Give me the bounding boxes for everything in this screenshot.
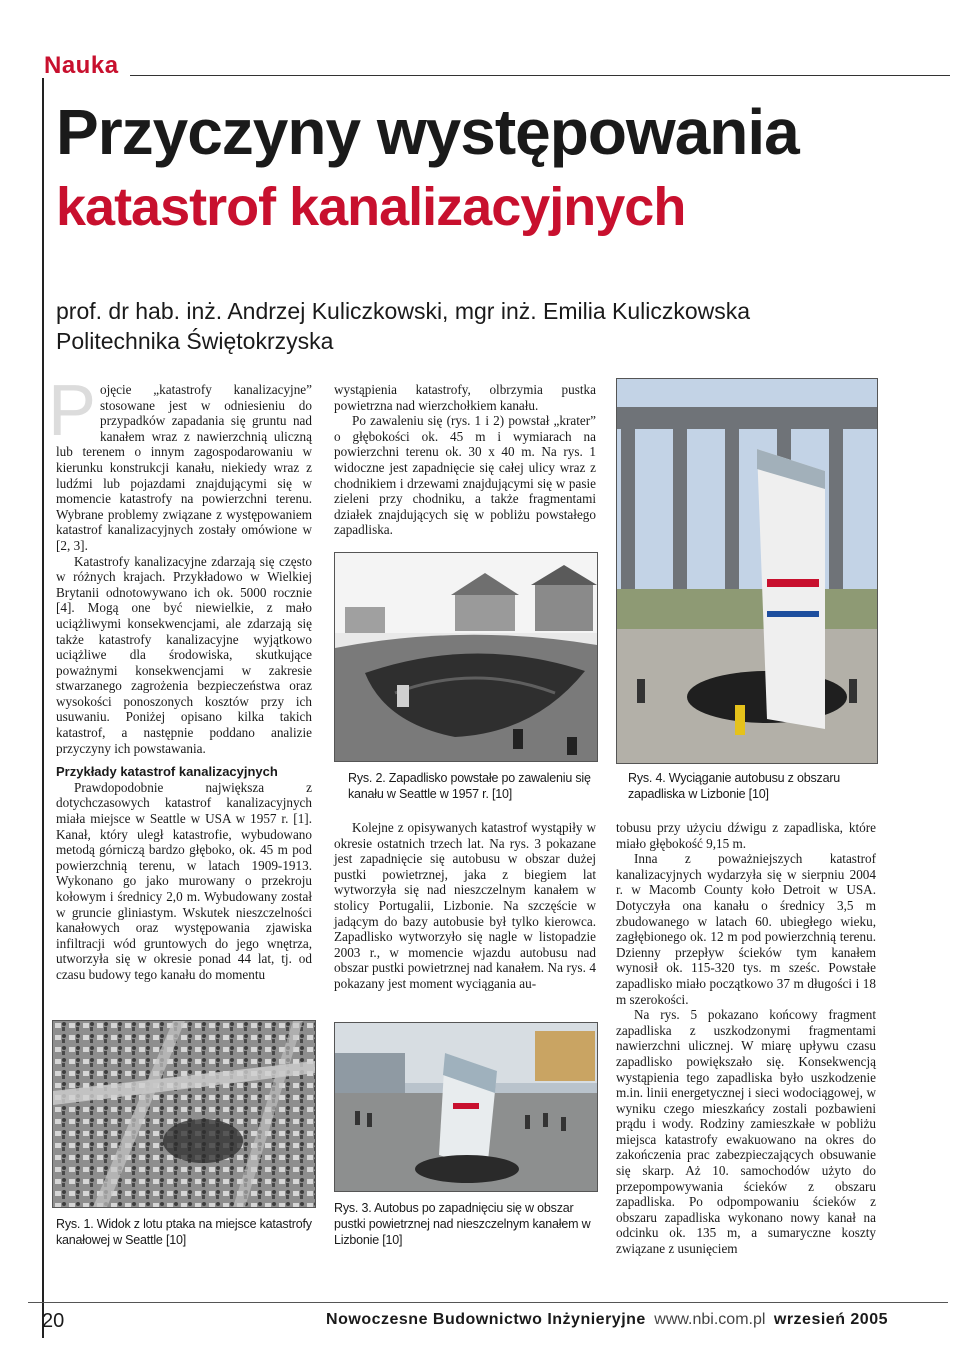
footer-magazine bbox=[326, 1311, 888, 1329]
paragraph: Kolejne z opisywanych katastrof wystąpiły w okresie ostatnich trzech lat. Na rys. 3 pokazane jest zapadnięcie się autobusu w obszar dużej pustki powietrznej, jaka z biegiem lat wytworzyła się nad nieszczelnym kanałem w stolicy Portugalii, Lizbonie. Na szczęście w jadącym do bazy autobusie był tylko kierowca. Zapadlisko wytworzyło się nagle w listopadzie 2003 r., w momencie wjazdu autobusu nad obszar pustki powietrznej nad kanałem. Na rys. 4 pokazany jest moment wyciągania au- bbox=[334, 820, 596, 991]
text-column-1 bbox=[48, 371, 312, 983]
figure-1-aerial-photo bbox=[52, 1020, 316, 1208]
figure-4-lifting-photo bbox=[616, 378, 878, 764]
text-column-2-top bbox=[334, 382, 596, 538]
authors-block bbox=[56, 296, 876, 356]
bus-photo-graphic bbox=[335, 1023, 597, 1191]
figure-2-caption: Rys. 2. Zapadlisko powstałe po zawaleniu się kanału w Seattle w 1957 r. [10] bbox=[348, 771, 591, 801]
section-label: Nauka bbox=[44, 52, 119, 79]
page-number: 20 bbox=[42, 1310, 65, 1332]
author-affiliation: Politechnika Świętokrzyska bbox=[56, 328, 334, 354]
section-heading: Przykłady katastrof kanalizacyjnych bbox=[56, 764, 278, 780]
paragraph: Katastrofy kanalizacyjne zdarzają się często w różnych krajach. Przykładowo w Wielkiej Brytanii odnotowywano ich ok. 5000 rocznie [4]. Mogą one być niewielkie, z mało uciążliwymi konsekwencjami, ale zdarzają się także katastrofy kanalizacyjne wyjątkowo uciążliwe dla środowiska, skutkujące poważnymi konsekwencjami w zakresie stwarzanego zagrożenia bezpieczeństwa oraz wysokości ponoszonych kosztów przy ich usuwaniu. Poniżej opisano kilka takich katastrof, a następnie poddano analizie przyczyny ich powstawania. bbox=[56, 553, 312, 756]
crater-photo-graphic bbox=[335, 553, 597, 761]
section-rule bbox=[130, 75, 950, 76]
author-names: prof. dr hab. inż. Andrzej Kuliczkowski, mgr inż. Emilia Kuliczkowska bbox=[56, 298, 751, 324]
left-margin-rule bbox=[42, 78, 44, 1338]
paragraph: Inna z poważniejszych katastrof kanalizacyjnych wydarzyła się w sierpniu 2004 r. w Macomb County koło Detroit w USA. Dotyczyła ona kanału o średnicy 3,5 m zbudowanego w latach 60. ubiegłego wieku, zagłębionego ok. 12 m pod powierzchnią terenu. Dzienny przepływ ścieków tym kanałem wynosił ok. 115-320 tys. m sześc. Powstałe zapadlisko miało początkowo 37 m długości i 18 m szerokości. bbox=[616, 851, 876, 1007]
issue-date: wrzesień 2005 bbox=[773, 1311, 888, 1328]
drop-cap: P bbox=[48, 371, 97, 451]
article-title-line2: katastrof kanalizacyjnych bbox=[56, 177, 686, 237]
text-column-3 bbox=[616, 820, 876, 1257]
text-column-2-middle bbox=[334, 820, 596, 992]
paragraph: Prawdopodobnie największa z dotychczasowych katastrof kanalizacyjnych miała miejsce w Seattle w USA w 1957 r. [1]. Kanał, który uległ katastrofie, wybudowano metodą górniczą bardzo głęboko, ok. 45 m pod powierzchnią terenu, w latach 1909-1913. Wykonano go jako murowany o przekroju kołowym i średnicy 2,0 m. Wybudowany został w gruncie gliniastym. Wskutek nieszczelności kanałowych oraz występowania zjawiska infiltracji wód gruntowych do jego wnętrza, utworzyła się w okresie ponad 44 lat, tj. od czasu budowy tego kanału do momentu bbox=[56, 779, 312, 982]
paragraph: Pojęcie „katastrofy kanalizacyjne” stosowane jest w odniesieniu do przypadków zapadania się gruntu nad kanałem wraz z nawierzchnią uliczną lub terenem o innym zagospodarowaniu w kierunku konstrukcji kanału, niekiedy wraz z ludźmi lub pojazdami znajdującymi się w momencie katastrofy na powierzchni terenu. Wybrane problemy związane z występowaniem katastrof kanalizacyjnych zostały omówione w [2, 3]. bbox=[48, 371, 312, 553]
lifting-photo-graphic bbox=[617, 379, 877, 763]
paragraph: wystąpienia katastrofy, olbrzymia pustka powietrzna nad wierzchołkiem kanału. bbox=[334, 382, 596, 413]
figure-3-bus-photo bbox=[334, 1022, 598, 1192]
magazine-title: Nowoczesne Budownictwo Inżynieryjne bbox=[326, 1311, 646, 1328]
magazine-url[interactable]: www.nbi.com.pl bbox=[654, 1311, 766, 1328]
figure-1-caption: Rys. 1. Widok z lotu ptaka na miejsce katastrofy kanałowej w Seattle [10] bbox=[56, 1217, 312, 1247]
figure-4-caption: Rys. 4. Wyciąganie autobusu z obszaru zapadliska w Lizbonie [10] bbox=[628, 771, 841, 801]
paragraph: Po zawaleniu się (rys. 1 i 2) powstał „krater” o głębokości ok. 45 m i wymiarach na powierzchni terenu ok. 30 x 40 m. Na rys. 1 widoczne jest zapadnięcie się całej ulicy wraz z chodnikiem i drzewami znajdującymi się w pasie zieleni przy chodniku, a także fragmentami działek znajdujących się w pobliżu powstałego zapadliska. bbox=[334, 413, 596, 538]
paragraph: tobusu przy użyciu dźwigu z zapadliska, które miało głębokość 9,15 m. bbox=[616, 820, 876, 851]
footer-rule bbox=[28, 1302, 948, 1303]
figure-2-crater-photo bbox=[334, 552, 598, 762]
aerial-photo-graphic bbox=[53, 1021, 315, 1207]
article-title-line1: Przyczyny występowania bbox=[56, 96, 799, 168]
paragraph: Na rys. 5 pokazano końcowy fragment zapadliska z uszkodzonymi fragmentami nawierzchni ulicznej. W miarę upływu czasu zapadlisko powiększało się. Konsekwencją wystąpienia tego zapadliska było uszkodzenie m.in. linii energetycznej i sieci wodociągowej, w wyniku czego mieszkańcy zostali pozbawieni prądu i wody. Rodziny zamieszkałe w pobliżu miejsca katastrofy ewakuowano na okres do zakończenia prac zabezpieczających obsuwanie się skarp. Aż 10. samochodów użyto do przepompowywania ścieków z obszaru zapadliska. Po odpompowaniu ścieków z obszaru zapadliska wykonano nowy kanał na odcinku ok. 135 m, a sumaryczne koszty związane z usunięciem bbox=[616, 1007, 876, 1257]
figure-3-caption: Rys. 3. Autobus po zapadnięciu się w obszar pustki powietrznej nad nieszczelnym kanałem w Lizbonie [10] bbox=[334, 1201, 591, 1247]
